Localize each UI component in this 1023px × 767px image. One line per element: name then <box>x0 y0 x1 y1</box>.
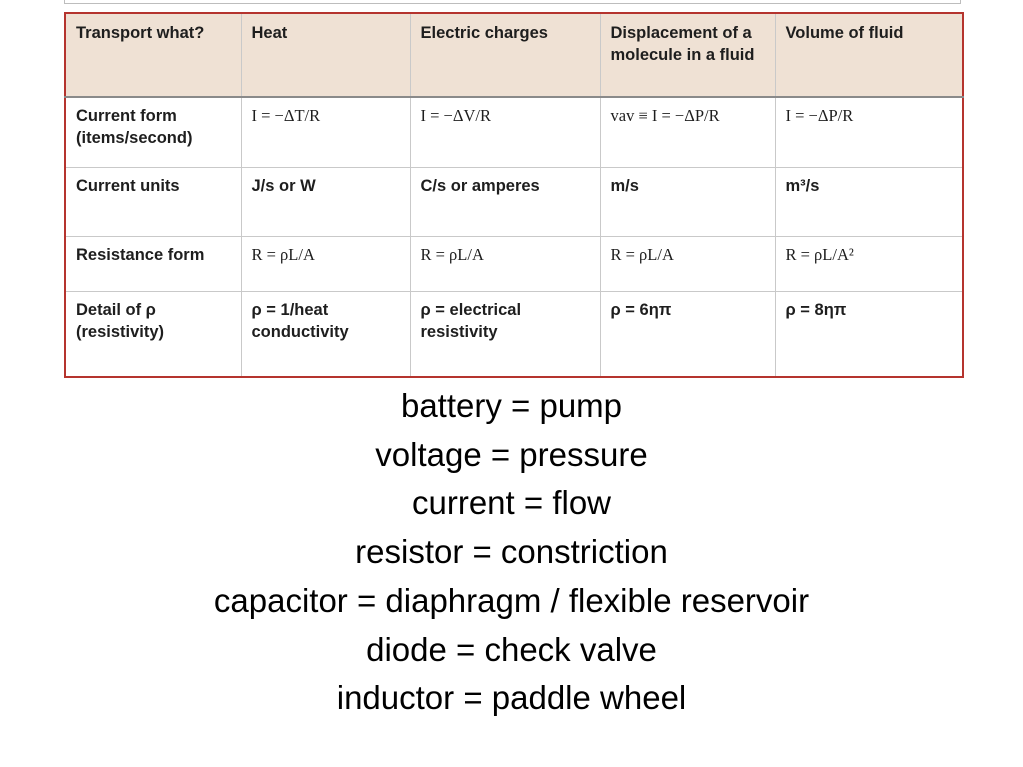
header-heat: Heat <box>241 13 410 97</box>
cell-current-form-molecule: vav ≡ I = −ΔP/R <box>600 97 775 168</box>
row-label-current-form: Current form (items/second) <box>65 97 241 168</box>
cell-current-form-volume: I = −ΔP/R <box>775 97 963 168</box>
row-label-current-units: Current units <box>65 168 241 237</box>
analogy-line-current: current = flow <box>412 484 611 522</box>
cell-rho-molecule: ρ = 6ηπ <box>600 291 775 377</box>
header-displacement-molecule: Displacement of a molecule in a fluid <box>600 13 775 97</box>
cell-current-units-electric: C/s or amperes <box>410 168 600 237</box>
analogy-line-voltage: voltage = pressure <box>375 435 648 473</box>
table-header-row <box>65 13 963 97</box>
analogy-line-battery: battery = pump <box>400 387 623 424</box>
analogy-line-inductor: inductor = paddle wheel <box>336 679 687 717</box>
top-divider <box>64 0 961 4</box>
row-label-resistance-form: Resistance form <box>65 237 241 291</box>
cell-resistance-form-volume: R = ρL/A² <box>775 237 963 291</box>
cell-rho-electric: ρ = electrical resistivity <box>410 291 600 377</box>
cell-current-form-electric: I = −ΔV/R <box>410 97 600 168</box>
header-transport-what: Transport what? <box>65 13 241 97</box>
table-row <box>65 168 963 237</box>
table-row <box>65 237 963 291</box>
cell-current-units-volume: m³/s <box>775 168 963 237</box>
circuit-analogy-list <box>0 382 1023 723</box>
cell-current-units-molecule: m/s <box>600 168 775 237</box>
cell-resistance-form-electric: R = ρL/A <box>410 237 600 291</box>
table-row <box>65 291 963 377</box>
analogy-line-diode: diode = check valve <box>366 630 657 668</box>
analogy-line-resistor: resistor = constriction <box>355 533 668 571</box>
table-row <box>65 97 963 168</box>
header-electric-charges: Electric charges <box>410 13 600 97</box>
cell-resistance-form-heat: R = ρL/A <box>241 237 410 291</box>
transport-analogy-table <box>64 12 964 378</box>
cell-rho-volume: ρ = 8ηπ <box>775 291 963 377</box>
header-volume-of-fluid: Volume of fluid <box>775 13 963 97</box>
cell-resistance-form-molecule: R = ρL/A <box>600 237 775 291</box>
cell-rho-heat: ρ = 1/heat conductivity <box>241 291 410 377</box>
cell-current-form-heat: I = −ΔT/R <box>241 97 410 168</box>
analogy-line-capacitor: capacitor = diaphragm / flexible reservoir <box>213 581 810 619</box>
row-label-detail-of-rho: Detail of ρ (resistivity) <box>65 291 241 377</box>
cell-current-units-heat: J/s or W <box>241 168 410 237</box>
